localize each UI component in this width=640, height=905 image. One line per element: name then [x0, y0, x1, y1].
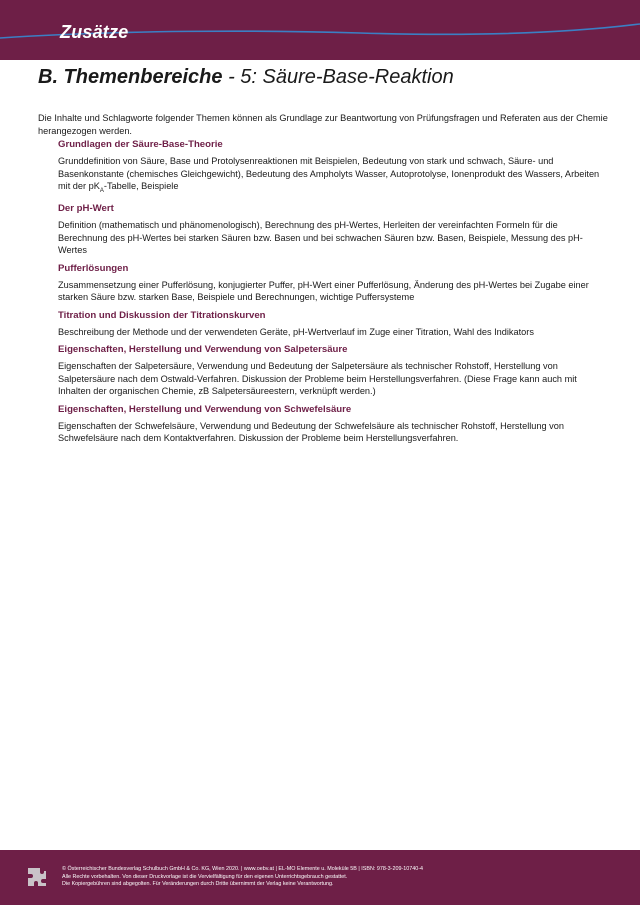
topic-title: Der pH-Wert [58, 203, 114, 215]
topic-body: Eigenschaften der Salpetersäure, Verwendung und Bedeutung der Salpetersäure als technischer Rohstoff, Herstellung von Salpetersäure nach dem Ostwald-Verfahren. Diskussion der Probleme beim Herstellungsverfahren. (Diese Frage kann auch mit Inhalten der organischen Chemie, zB Salpetersäureestern, verknüpft werden.) [58, 361, 577, 397]
topic-body: Definition (mathematisch und phänomenologisch), Berechnung des pH-Wertes, Herleiten der vereinfachten Formeln für die Berechnung des pH-Wertes bei starken Säuren bzw. Basen und bei schwachen Säuren bzw. Basen, Beispiele, Messung des pH-Wertes [58, 220, 583, 256]
topic-title: Eigenschaften, Herstellung und Verwendung von Salpetersäure [58, 344, 348, 356]
puzzle-icon [26, 866, 48, 888]
section-subtitle: - 5: Säure-Base-Reaktion [228, 66, 454, 88]
section-label: B. Themenbereiche [38, 66, 223, 88]
topic-item [58, 202, 608, 257]
topic-body: Grunddefinition von Säure, Base und Protolysenreaktionen mit Beispielen, Bedeutung von stark und schwach, Säure- und Basenkonstante (chemisches Gleichgewicht), Bedeutung des Ampholyts Wasser, Autoprotolyse, Ionenprodukt des Wassers, Arbeiten mit der $pK_A$-Tabelle, Beispiele [58, 156, 600, 194]
topic-item [58, 343, 608, 398]
topic-body: Zusammensetzung einer Pufferlösung, konjugierter Puffer, pH-Wert einer Pufferlösung, Änderung des pH-Wertes bei Zugabe einer starken Säure bzw. starken Base, Beispiele und Berechnungen, wichtige Puffersysteme [58, 279, 589, 303]
topic-title: Grundlagen der Säure-Base-Theorie [58, 139, 223, 150]
topic-item [58, 403, 608, 445]
intro-paragraph: Die Inhalte und Schlagworte folgender Themen können als Grundlage zur Beantwortung von Prüfungsfragen und Referaten aus der Chemie herangezogen werden. [38, 113, 608, 136]
topic-item [58, 138, 608, 197]
footer-line: © Österreichischer Bundesverlag Schulbuch GmbH & Co. KG, Wien 2020. | www.oebv.at | EL-MO Elemente u. Moleküle 5B | ISBN: 978-3-209-10740-4 [62, 866, 424, 872]
topic-body: Eigenschaften der Schwefelsäure, Verwendung und Bedeutung der Schwefelsäure als technischer Rohstoff, Herstellung von Schwefelsäure nach dem Kontaktverfahren. Diskussion der Probleme beim Herstellungsverfahren. [58, 420, 564, 444]
topic-list [58, 138, 608, 450]
topic-title: Titration und Diskussion der Titrationskurven [58, 309, 266, 321]
footer-line: Alle Rechte vorbehalten. Von dieser Druckvorlage ist die Vervielfältigung für den eigenen Unterrichtsgebrauch gestattet. [62, 873, 348, 880]
header-title: Zusätze [60, 22, 129, 42]
topic-title: Eigenschaften, Herstellung und Verwendung von Schwefelsäure [58, 403, 352, 415]
section-heading [38, 66, 454, 89]
topic-item [58, 309, 608, 339]
footer-line: Die Kopiergebühren sind abgegolten. Für Veränderungen durch Dritte übernimmt der Verlag keine Verantwortung. [62, 881, 334, 888]
topic-item [58, 262, 608, 304]
topic-title: Pufferlösungen [58, 262, 129, 274]
footer-copyright [62, 866, 622, 889]
topic-body: Beschreibung der Methode und der verwendeten Geräte, pH-Wertverlauf im Zuge einer Titration, Wahl des Indikators [58, 326, 534, 337]
